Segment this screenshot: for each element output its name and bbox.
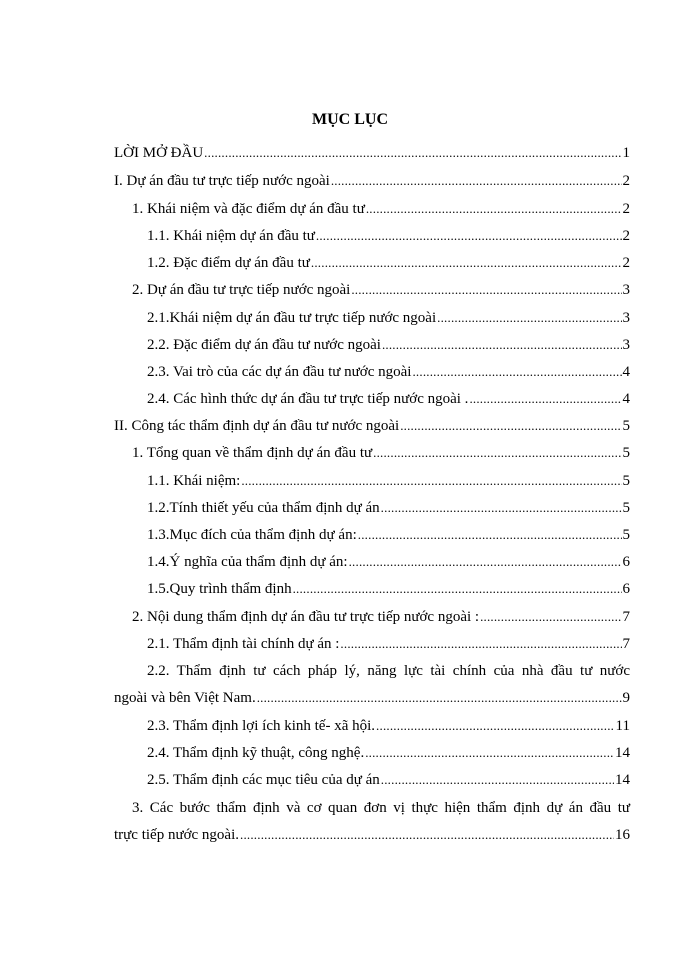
dot-leader — [382, 334, 622, 356]
dot-leader — [469, 388, 621, 410]
toc-page-number: 2 — [622, 255, 630, 271]
dot-leader — [311, 252, 622, 274]
toc-entry-label: 2.2. Đặc điểm dự án đầu tư nước ngoài — [147, 337, 381, 353]
toc-page-number: 7 — [622, 609, 630, 625]
toc-entry-label: 1.2.Tính thiết yếu của thẩm định dự án — [147, 500, 380, 516]
toc-entry[interactable] — [0, 142, 700, 164]
toc-entry-label: 2.3. Vai trò của các dự án đầu tư nước ngoài — [147, 364, 412, 380]
toc-page-number: 6 — [622, 554, 630, 570]
toc-entry-label: 2.1. Thẩm định tài chính dự án : — [147, 636, 340, 652]
toc-entry-label: 1.1. Khái niệm dự án đầu tư — [147, 228, 315, 244]
toc-entry-label: 1.4.Ý nghĩa của thẩm định dự án: — [147, 554, 348, 570]
toc-entry-label: trực tiếp nước ngoài. — [114, 827, 239, 843]
toc-entry[interactable] — [0, 497, 700, 519]
toc-page-number: 1 — [622, 145, 630, 161]
toc-entry-label-line1: 3. Các bước thẩm định và cơ quan đơn vị thực hiện thẩm định dự án đầu tư — [132, 800, 630, 816]
dot-leader — [400, 415, 621, 437]
dot-leader — [316, 225, 622, 247]
toc-entry[interactable] — [0, 198, 700, 220]
toc-entry[interactable] — [0, 797, 700, 846]
toc-entry[interactable] — [0, 633, 700, 655]
toc-entry[interactable] — [0, 769, 700, 791]
dot-leader — [376, 715, 615, 737]
toc-page-number: 5 — [622, 445, 630, 461]
toc-page-number: 16 — [615, 827, 630, 843]
toc-entry-label: 1.5.Quy trình thẩm định — [147, 581, 292, 597]
toc-entry[interactable] — [0, 742, 700, 764]
dot-leader — [293, 578, 622, 600]
dot-leader — [437, 307, 621, 329]
toc-entry-label: 2.4. Các hình thức dự án đầu tư trực tiếp nước ngoài . — [147, 391, 469, 407]
toc-page-number: 3 — [622, 310, 630, 326]
dot-leader — [240, 824, 614, 846]
toc-entry[interactable] — [0, 442, 700, 464]
toc-entry[interactable] — [0, 279, 700, 301]
toc-entry[interactable] — [0, 415, 700, 437]
toc-entry[interactable] — [0, 334, 700, 356]
dot-leader — [349, 551, 622, 573]
toc-page-number: 9 — [622, 690, 630, 706]
toc-entry[interactable] — [0, 578, 700, 600]
dot-leader — [340, 633, 621, 655]
toc-page-number: 5 — [622, 418, 630, 434]
toc-entry-label: 1. Tổng quan về thẩm định dự án đầu tư — [132, 445, 373, 461]
toc-page-number: 5 — [622, 500, 630, 516]
toc-page-number: 11 — [615, 718, 630, 734]
toc-entry-label: LỜI MỞ ĐẦU — [114, 145, 204, 161]
toc-entry-label: 1.2. Đặc điểm dự án đầu tư — [147, 255, 310, 271]
dot-leader — [381, 497, 622, 519]
dot-leader — [358, 524, 622, 546]
toc-entry[interactable] — [0, 470, 700, 492]
toc-entry[interactable] — [0, 170, 700, 192]
toc-page-number: 3 — [622, 337, 630, 353]
toc-page-number: 14 — [615, 772, 630, 788]
dot-leader — [204, 142, 621, 164]
toc-entry-label: 2. Dự án đầu tư trực tiếp nước ngoài — [132, 282, 351, 298]
dot-leader — [412, 361, 621, 383]
toc-entry-label: 1. Khái niệm và đặc điểm dự án đầu tư — [132, 201, 365, 217]
toc-entry-label: 1.3.Mục đích của thẩm định dự án: — [147, 527, 357, 543]
toc-entry-label: 2.1.Khái niệm dự án đầu tư trực tiếp nước ngoài — [147, 310, 437, 326]
dot-leader — [351, 279, 621, 301]
toc-page-number: 6 — [622, 581, 630, 597]
toc-page-number: 2 — [622, 228, 630, 244]
page-title: MỤC LỤC — [312, 111, 388, 128]
toc-entry-label: I. Dự án đầu tư trực tiếp nước ngoài — [114, 173, 330, 189]
dot-leader — [480, 606, 621, 628]
toc-page-number: 4 — [622, 364, 630, 380]
toc-entry-label: ngoài và bên Việt Nam. — [114, 690, 256, 706]
toc-entry-label: II. Công tác thẩm định dự án đầu tư nước ngoài — [114, 418, 400, 434]
toc-entry[interactable] — [0, 225, 700, 247]
toc-entry[interactable] — [0, 307, 700, 329]
toc-entry[interactable] — [0, 660, 700, 709]
dot-leader — [241, 470, 621, 492]
toc-page-number: 4 — [622, 391, 630, 407]
toc-entry[interactable] — [0, 252, 700, 274]
toc-entry-label: 1.1. Khái niệm: — [147, 473, 241, 489]
toc-page-number: 7 — [622, 636, 630, 652]
toc-page-number: 14 — [615, 745, 630, 761]
dot-leader — [373, 442, 621, 464]
dot-leader — [365, 742, 614, 764]
toc-entry-label: 2.4. Thẩm định kỹ thuật, công nghệ. — [147, 745, 365, 761]
toc-entry-label: 2.5. Thẩm định các mục tiêu của dự án — [147, 772, 380, 788]
toc-entry[interactable] — [0, 361, 700, 383]
toc-page-number: 2 — [622, 173, 630, 189]
dot-leader — [257, 687, 622, 709]
toc-page-number: 3 — [622, 282, 630, 298]
toc-page-number: 5 — [622, 473, 630, 489]
toc-entry[interactable] — [0, 551, 700, 573]
toc-entry-label: 2.3. Thẩm định lợi ích kinh tế- xã hội. — [147, 718, 376, 734]
dot-leader — [366, 198, 622, 220]
toc-page-number: 5 — [622, 527, 630, 543]
toc-entry[interactable] — [0, 606, 700, 628]
toc-page-number: 2 — [622, 201, 630, 217]
toc-entry-label: 2. Nội dung thẩm định dự án đầu tư trực tiếp nước ngoài : — [132, 609, 480, 625]
toc-entry-label-line1: 2.2. Thẩm định tư cách pháp lý, năng lực tài chính của nhà đầu tư nước — [147, 663, 630, 679]
toc-entry[interactable] — [0, 715, 700, 737]
dot-leader — [381, 769, 614, 791]
toc-entry[interactable] — [0, 524, 700, 546]
dot-leader — [331, 170, 622, 192]
toc-entry[interactable] — [0, 388, 700, 410]
